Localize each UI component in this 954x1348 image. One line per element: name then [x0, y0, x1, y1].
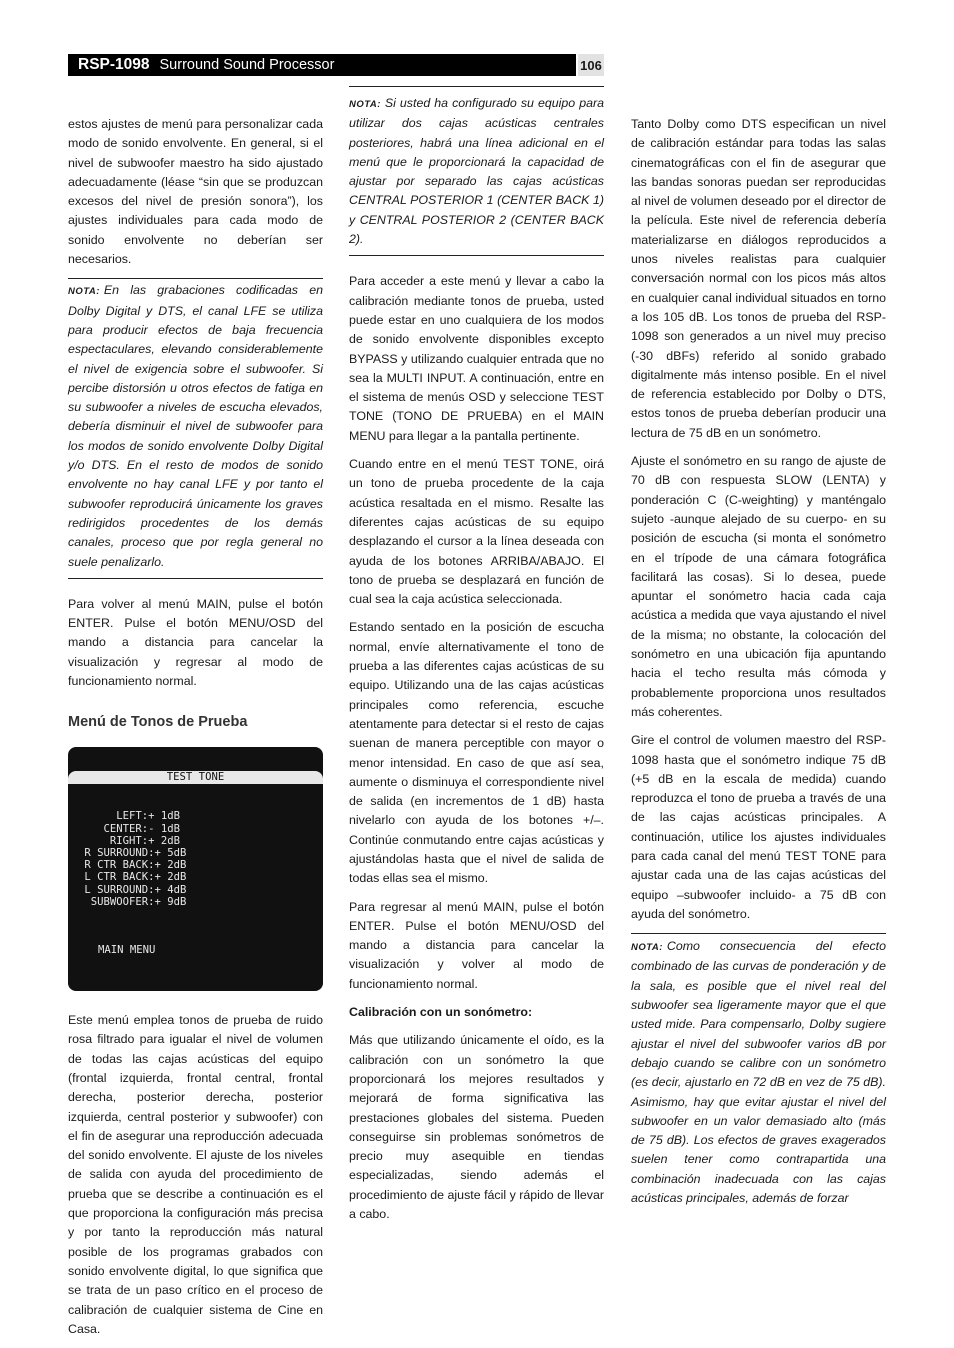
osd-row: L CTR BACK:+ 2dB — [78, 871, 187, 884]
osd-row: LEFT:+ 1dB — [78, 810, 181, 823]
paragraph: Más que utilizando únicamente el oído, es la calibración con un sonómetro la que proporcionará los mejores resultados y mejorará de forma significativa las prestaciones globales del sistema. Pueden conseguirse sin problemas sonómetros de precio muy asequible en tiendas especializadas, siendo además el procedimiento de ajuste fácil y rápido de llevar a cabo. — [349, 1033, 604, 1222]
osd-title: TEST TONE — [68, 771, 323, 784]
paragraph: Estando sentado en la posición de escucha normal, envíe alternativamente el tono de prueba a las diferentes cajas acústicas de su equipo. Utilizando una de las cajas acústicas principales como referencia, escuche atentamente para detectar si el resto de cajas suenan de manera perceptible con mayor o menor intensidad. En caso de que así sea, aumente o disminuya el correspondiente nivel de salida (en incrementos de 1 dB) hasta nivelarlo con ayuda de los botones +/–. Continúe conmutando entre cajas acústicas y ajustándolas hasta que el nivel de salida de todas ellas sea el mismo. — [349, 620, 604, 886]
paragraph: Para volver al menú MAIN, pulse el botón ENTER. Pulse el botón MENU/OSD del mando a distancia para cancelar la visualización y regresar al modo de funcionamiento normal. — [68, 596, 323, 689]
note-label: NOTA: — [631, 942, 663, 954]
note-text: En las grabaciones codificadas en Dolby Digital y DTS, el canal LFE se utiliza para producir efectos de baja frecuencia espectaculares, elevando considerablemente el nivel de exigencia sobre el subwoofer. Si percibe distorsión u otros efectos de fatiga en su subwoofer a niveles de escucha elevados, debería disminuir el nivel de subwoofer para los modos de sonido envolvente Dolby Digital y/o DTS. En el resto de modos de sonido envolvente no hay canal LFE y por tanto el subwoofer reproducirá únicamente los graves redirigidos procedentes de los demás canales, proceso que por regla general no suele penalizarlo. — [68, 283, 323, 569]
paragraph: Tanto Dolby como DTS especifican un nivel de calibración estándar para todas las salas cinematográficas con el fin de asegurar que las bandas sonoras puedan ser reproducidas al nivel de volumen deseado por el director de la película. Este nivel de referencia debería materializarse en diálogos reproducidos a unos niveles realistas para cualquier conversación normal con los picos más altos en cualquier canal individual situados en torno a los 105 dB. Los tonos de prueba del RSP-1098 son generados a un nivel muy preciso (-30 dBFs) referido al sonido grabado digitalmente más intenso posible. En el nivel de referencia establecido por Dolby o DTS, estos tonos de prueba deberían producir una lectura de 75 dB en un sonómetro. — [631, 117, 886, 440]
osd-row: RIGHT:+ 2dB — [78, 834, 181, 847]
section-heading: Menú de Tonos de Prueba — [68, 714, 248, 731]
test-tone-osd-screen — [68, 747, 323, 991]
osd-row: R SURROUND:+ 5dB — [78, 847, 187, 860]
column-3 — [631, 115, 886, 1217]
page-header — [68, 54, 576, 76]
osd-rows — [68, 810, 323, 908]
page-number: 106 — [578, 54, 604, 76]
osd-row: CENTER:- 1dB — [78, 822, 181, 835]
osd-row: L SURROUND:+ 4dB — [78, 883, 187, 896]
osd-row: SUBWOOFER:+ 9dB — [78, 895, 187, 908]
note-label: NOTA: — [68, 286, 100, 298]
note — [68, 281, 323, 578]
paragraph: Para acceder a este menú y llevar a cabo la calibración mediante tonos de prueba, usted puede estar en uno cualquiera de los modos de sonido envolvente disponibles excepto BYPASS y utilizando cualquier entrada que no sea la MULTI INPUT. A continuación, entre en el sistema de menús OSD y seleccione TEST TONE (TONO DE PRUEBA) en el MAIN MENU para llegar a la pantalla pertinente. — [349, 274, 604, 443]
divider — [68, 278, 323, 279]
subsection-heading: Calibración con un sonómetro: — [349, 1005, 533, 1020]
product-subtitle: Surround Sound Processor — [159, 57, 335, 73]
column-1 — [68, 115, 323, 1348]
divider — [349, 86, 604, 87]
paragraph: Gire el control de volumen maestro del RSP-1098 hasta que el sonómetro indique 75 dB (+5 dB en la escala de medida) cuando reproduzca el tono de prueba a través de una de las cajas acústicas principales. A continuación, utilice los ajustes individuales para cada canal del menú TEST TONE para ajustar cada una de las cajas acústicas del equipo –subwoofer incluido- a 75 dB con ayuda del sonómetro. — [631, 733, 886, 921]
note-label: NOTA: — [349, 99, 381, 110]
note-text: Como consecuencia del efecto combinado de las curvas de ponderación y de la sala, es posible que el nivel real del subwoofer sea ligeramente mayor que el que usted mide. Para compensarlo, Dolby sugiere ajustar el nivel del subwoofer varios dB por debajo cuando se calibre con un sonómetro (es decir, ajustarlo en 72 dB en vez de 75 dB). Asimismo, hay que evitar ajustar el nivel del subwoofer en un valor demasiado alto (más de 75 dB). Los efectos de graves exagerados suelen tener como contrapartida una combinación inadecuada con las cajas acústicas principales, además de forzar — [631, 939, 886, 1206]
column-2 — [349, 86, 604, 1233]
paragraph: estos ajustes de menú para personalizar cada modo de sonido envolvente. En general, si el nivel de subwoofer maestro ha sido ajustado adecuadamente (léase “sin que se produzcan excesos del nivel de presión sonora”), los ajustes individuales para cada modo de sonido envolvente no deberían ser necesarios. — [68, 117, 323, 267]
osd-row: R CTR BACK:+ 2dB — [78, 859, 187, 872]
note — [349, 94, 604, 256]
model-name: RSP-1098 — [78, 56, 150, 73]
note — [631, 937, 886, 1208]
paragraph: Para regresar al menú MAIN, pulse el botón ENTER. Pulse el botón MENU/OSD del mando a distancia para cancelar la visualización y volver al modo de funcionamiento normal. — [349, 899, 604, 991]
note-text: Si usted ha configurado su equipo para utilizar dos cajas acústicas centrales posteriores, habrá una línea adicional en el menú que le proporcionará la capacidad de ajustar por separado las cajas acústicas CENTRAL POSTERIOR 1 (CENTER BACK 1) y CENTRAL POSTERIOR 2 (CENTER BACK 2). — [349, 96, 604, 247]
divider — [631, 933, 886, 934]
paragraph: Este menú emplea tonos de prueba de ruido rosa filtrado para igualar el nivel de volumen de todas las cajas acústicas del equipo (frontal izquierda, frontal central, frontal derecha, posterior derecha, posterior izquierda, central posterior y subwoofer) con el fin de asegurar una reproducción adecuada del sonido envolvente. El ajuste de los niveles de salida con ayuda del procedimiento de prueba que se describe a continuación es el que proporciona la configuración más precisa y por tanto la reproducción más natural posible de los programas grabados con sonido envolvente digital, lo que significa que se trata de un paso crítico en el proceso de calibración de cualquier sistema de Cine en Casa. — [68, 1013, 323, 1336]
osd-footer: MAIN MENU — [98, 944, 156, 957]
paragraph: Ajuste el sonómetro en su rango de ajuste de 70 dB con respuesta SLOW (LENTA) y ponderación C (C-weighting) y manténgalo sujeto -aunque alejado de su cuerpo- en su posición de escucha (si monta el sonómetro en el trípode de una cámara fotográfica facilitará las cosas). Si lo desea, puede apuntar el sonómetro hacia cada caja acústica a medida que vaya ajustando el nivel de la misma; no obstante, la colocación del sonómetro en una ubicación fija apuntando hacia el techo resulta más cómoda y probablemente proporciona unos resultados más coherentes. — [631, 454, 886, 719]
paragraph: Cuando entre en el menú TEST TONE, oirá un tono de prueba procedente de la caja acústica resaltada en el mismo. Resalte las diferentes cajas acústicas de su equipo desplazando el cursor a la línea deseada con ayuda de los botones ARRIBA/ABAJO. El tono de prueba se desplazará en función de cual sea la caja acústica seleccionada. — [349, 457, 604, 607]
